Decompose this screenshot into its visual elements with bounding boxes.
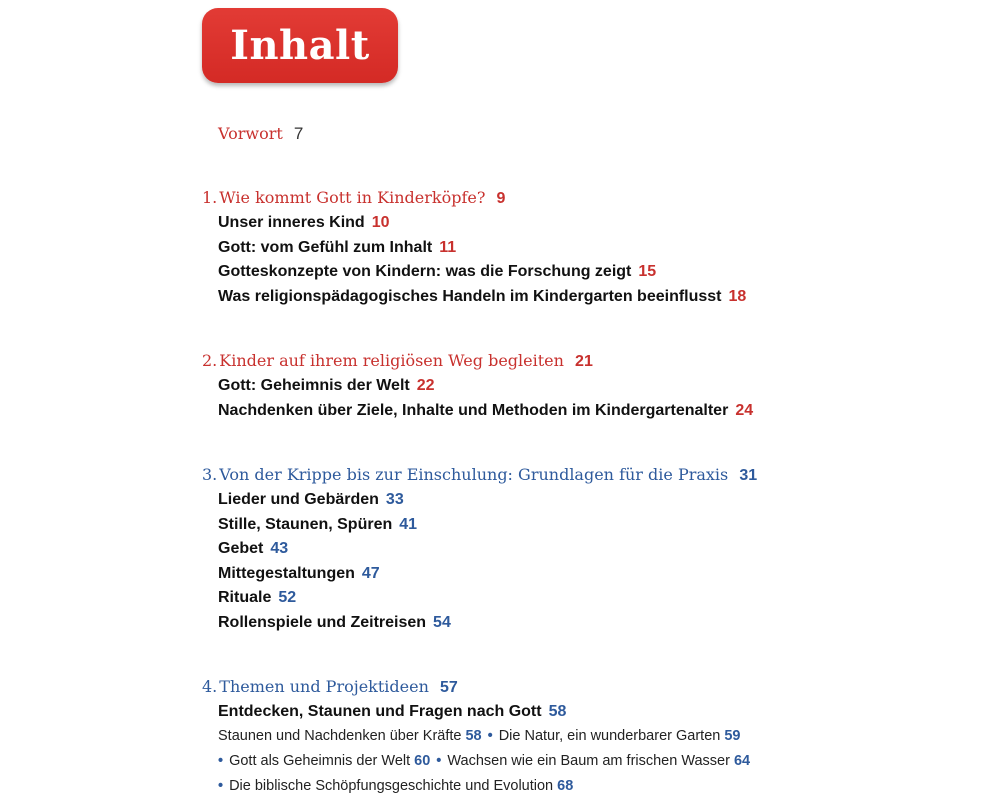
- topic-page: 68: [557, 778, 574, 794]
- entry-label: Rituale: [218, 589, 272, 606]
- chapter-title: Wie kommt Gott in Kinderköpfe?: [219, 188, 486, 207]
- toc-entry[interactable]: [218, 704, 566, 720]
- topic-label[interactable]: Wachsen wie ein Baum am frischen Wasser: [447, 753, 730, 769]
- chapter-number: 1.: [202, 188, 218, 207]
- chapter-number: 2.: [202, 351, 218, 370]
- entry-page: 22: [416, 377, 435, 394]
- topic-line: [218, 754, 750, 769]
- topic-page: 60: [414, 753, 431, 769]
- entry-page: 47: [361, 565, 380, 582]
- toc-entry[interactable]: [218, 403, 753, 419]
- entry-page: 11: [439, 239, 457, 256]
- entry-label: Nachdenken über Ziele, Inhalte und Methoden im Kindergartenalter: [218, 402, 729, 419]
- toc-entry[interactable]: [218, 566, 380, 582]
- toc-entry[interactable]: [218, 240, 456, 256]
- toc-entry[interactable]: [218, 492, 404, 508]
- toc-entry[interactable]: [218, 541, 288, 557]
- entry-label: Gott: Geheimnis der Welt: [218, 377, 410, 394]
- chapter-page: 9: [496, 190, 506, 207]
- entry-page: 33: [385, 491, 404, 508]
- chapter-number: 3.: [202, 465, 218, 484]
- toc-entry[interactable]: [218, 517, 417, 533]
- bullet-icon: •: [218, 753, 224, 769]
- toc-entry[interactable]: [218, 215, 390, 231]
- chapter-heading-3[interactable]: [202, 467, 757, 484]
- chapter-heading-4[interactable]: [202, 679, 458, 696]
- page-title: Inhalt: [230, 22, 370, 69]
- chapter-page: 31: [739, 467, 758, 484]
- toc-entry[interactable]: [218, 264, 656, 280]
- toc-entry[interactable]: [218, 378, 435, 394]
- chapter-title: Themen und Projektideen: [219, 677, 429, 696]
- entry-page: 52: [278, 589, 297, 606]
- toc-entry[interactable]: [218, 590, 296, 606]
- entry-page: 58: [548, 703, 567, 720]
- topic-label[interactable]: Gott als Geheimnis der Welt: [229, 753, 411, 769]
- entry-label: Mittegestaltungen: [218, 565, 355, 582]
- entry-page: 18: [728, 288, 747, 305]
- entry-page: 54: [433, 614, 451, 631]
- chapter-number: 4.: [202, 677, 218, 696]
- chapter-title: Von der Krippe bis zur Einschulung: Grundlagen für die Praxis: [219, 465, 729, 484]
- chapter-title: Kinder auf ihrem religiösen Weg begleiten: [219, 351, 564, 370]
- chapter-page: 21: [575, 353, 593, 370]
- entry-label: Stille, Staunen, Spüren: [218, 516, 393, 533]
- topic-label[interactable]: Die biblische Schöpfungsgeschichte und Evolution: [229, 778, 554, 794]
- entry-page: 24: [735, 402, 754, 419]
- entry-page: 43: [270, 540, 289, 557]
- entry-label: Gotteskonzepte von Kindern: was die Forschung zeigt: [218, 263, 632, 280]
- topic-page: 58: [465, 728, 482, 744]
- entry-label: Gebet: [218, 540, 264, 557]
- entry-label: Gott: vom Gefühl zum Inhalt: [218, 239, 433, 256]
- entry-label: Rollenspiele und Zeitreisen: [218, 614, 427, 631]
- bullet-icon: •: [436, 753, 442, 769]
- topic-line: [218, 729, 740, 744]
- chapter-heading-2[interactable]: [202, 353, 593, 370]
- entry-page: 10: [371, 214, 390, 231]
- entry-label: Was religionspädagogisches Handeln im Kindergarten beeinflusst: [218, 288, 722, 305]
- topic-label[interactable]: Staunen und Nachdenken über Kräfte: [218, 728, 462, 744]
- topic-page: 64: [733, 753, 751, 769]
- chapter-heading-1[interactable]: [202, 190, 505, 207]
- toc-entry[interactable]: [218, 615, 451, 631]
- vorwort-label: Vorwort: [218, 124, 283, 143]
- toc-entry[interactable]: [218, 289, 746, 305]
- topic-page: 59: [724, 728, 741, 744]
- entry-label: Unser inneres Kind: [218, 214, 365, 231]
- topic-line: [218, 779, 573, 794]
- topic-label[interactable]: Die Natur, ein wunderbarer Garten: [498, 728, 721, 744]
- entry-label: Lieder und Gebärden: [218, 491, 379, 508]
- title-badge: [202, 8, 398, 83]
- toc-vorwort[interactable]: [218, 125, 303, 142]
- entry-label: Entdecken, Staunen und Fragen nach Gott: [218, 703, 542, 720]
- chapter-page: 57: [439, 679, 458, 696]
- bullet-icon: •: [218, 778, 224, 794]
- bullet-icon: •: [487, 728, 493, 744]
- entry-page: 15: [638, 263, 657, 280]
- entry-page: 41: [399, 516, 418, 533]
- vorwort-page: 7: [293, 124, 304, 143]
